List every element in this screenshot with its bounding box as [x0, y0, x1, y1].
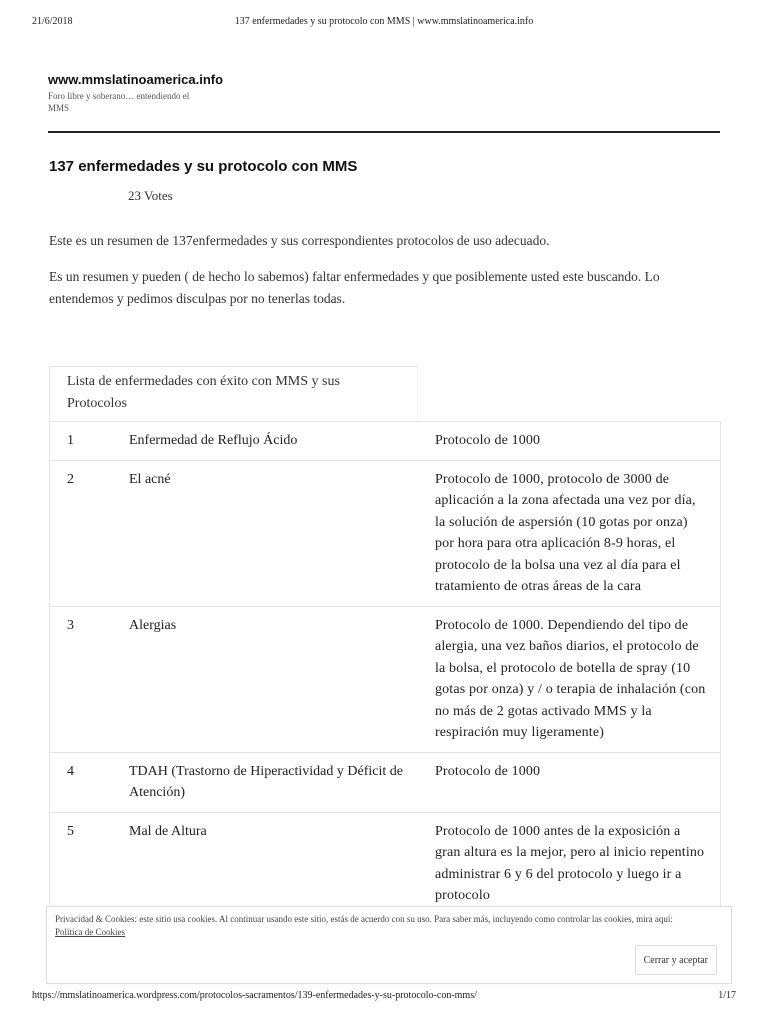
- protocol-text: Protocolo de 1000, protocolo de 3000 de aplicación a la zona afectada una vez por día, la solución de aspersión (10 gotas por onza) por hora para otra aplicación 8-9 horas, el protocolo de la bolsa una vez al día para el tratamiento de otras áreas de la cara: [435, 471, 696, 594]
- cookie-policy-link[interactable]: Política de Cookies: [55, 927, 125, 937]
- row-number: 4: [67, 763, 74, 779]
- table-row: [49, 460, 721, 606]
- protocol-text: Protocolo de 1000: [435, 433, 541, 448]
- disease-name: TDAH (Trastorno de Hiperactividad y Déficit de Atención): [129, 763, 403, 800]
- protocol-text: Protocolo de 1000: [435, 763, 541, 779]
- table-row: [49, 812, 721, 915]
- print-page-number: 1/17: [718, 990, 736, 1001]
- accept-cookies-button[interactable]: Cerrar y aceptar: [635, 945, 717, 975]
- disease-table: [49, 366, 721, 915]
- disclaimer-paragraph: Es un resumen y pueden ( de hecho lo sabemos) faltar enfermedades y que posiblemente usted este buscando. Lo entendemos y pedimos disculpas por no tenerlas todas.: [49, 269, 660, 306]
- protocol-text: Protocolo de 1000 antes de la exposición a gran altura es la mejor, pero al inicio repentino administrar 6 y 6 del protocolo y luego ir a protocolo: [435, 823, 705, 903]
- protocol-text: Protocolo de 1000. Dependiendo del tipo de alergia, una vez baños diarios, el protocolo de la bolsa, el protocolo de botella de spray (10 gotas por onza) y / o terapia de inhalación (con no más de 2 gotas activado MMS y la respiración muy ligeramente): [435, 617, 706, 740]
- table-row: [49, 606, 721, 752]
- site-description: Foro libre y soberano… entendiendo el MMS: [48, 91, 190, 113]
- disease-name: Alergias: [129, 617, 177, 633]
- table-caption: Lista de enfermedades con éxito con MMS y sus Protocolos: [49, 366, 418, 421]
- print-header: [32, 16, 736, 34]
- post-title: 137 enfermedades y su protocolo con MMS: [49, 158, 358, 175]
- header-divider: [48, 131, 720, 133]
- row-number: 3: [67, 617, 74, 633]
- print-page-title: 137 enfermedades y su protocolo con MMS | www.mmslatinoamerica.info: [234, 16, 534, 27]
- cookie-notice-text: Privacidad & Cookies: este sitio usa cookies. Al continuar usando este sitio, estás de acuerdo con su uso. Para saber más, incluyendo como controlar las cookies, mira aquí:: [55, 914, 673, 924]
- cookie-banner: [46, 906, 732, 984]
- votes-count: 23 Votes: [128, 188, 173, 203]
- site-title-link[interactable]: www.mmslatinoamerica.info: [48, 72, 224, 87]
- table-row: [49, 752, 721, 812]
- print-url: https://mmslatinoamerica.wordpress.com/protocolos-sacramentos/139-enfermedades-y-su-protocolo-con-mms/: [32, 990, 477, 1001]
- print-footer: [32, 990, 736, 1004]
- disease-name: Mal de Altura: [129, 823, 207, 839]
- row-number: 5: [67, 823, 74, 839]
- cookie-notice: [55, 913, 715, 939]
- intro-paragraph: Este es un resumen de 137enfermedades y sus correspondientes protocolos de uso adecuado.: [49, 233, 550, 248]
- table-row: [49, 421, 721, 460]
- row-number: 2: [67, 471, 74, 487]
- site-header: [48, 72, 720, 114]
- print-date: 21/6/2018: [32, 16, 73, 27]
- disease-name: Enfermedad de Reflujo Ácido: [129, 433, 298, 448]
- disease-name: El acné: [129, 471, 171, 487]
- row-number: 1: [67, 433, 74, 448]
